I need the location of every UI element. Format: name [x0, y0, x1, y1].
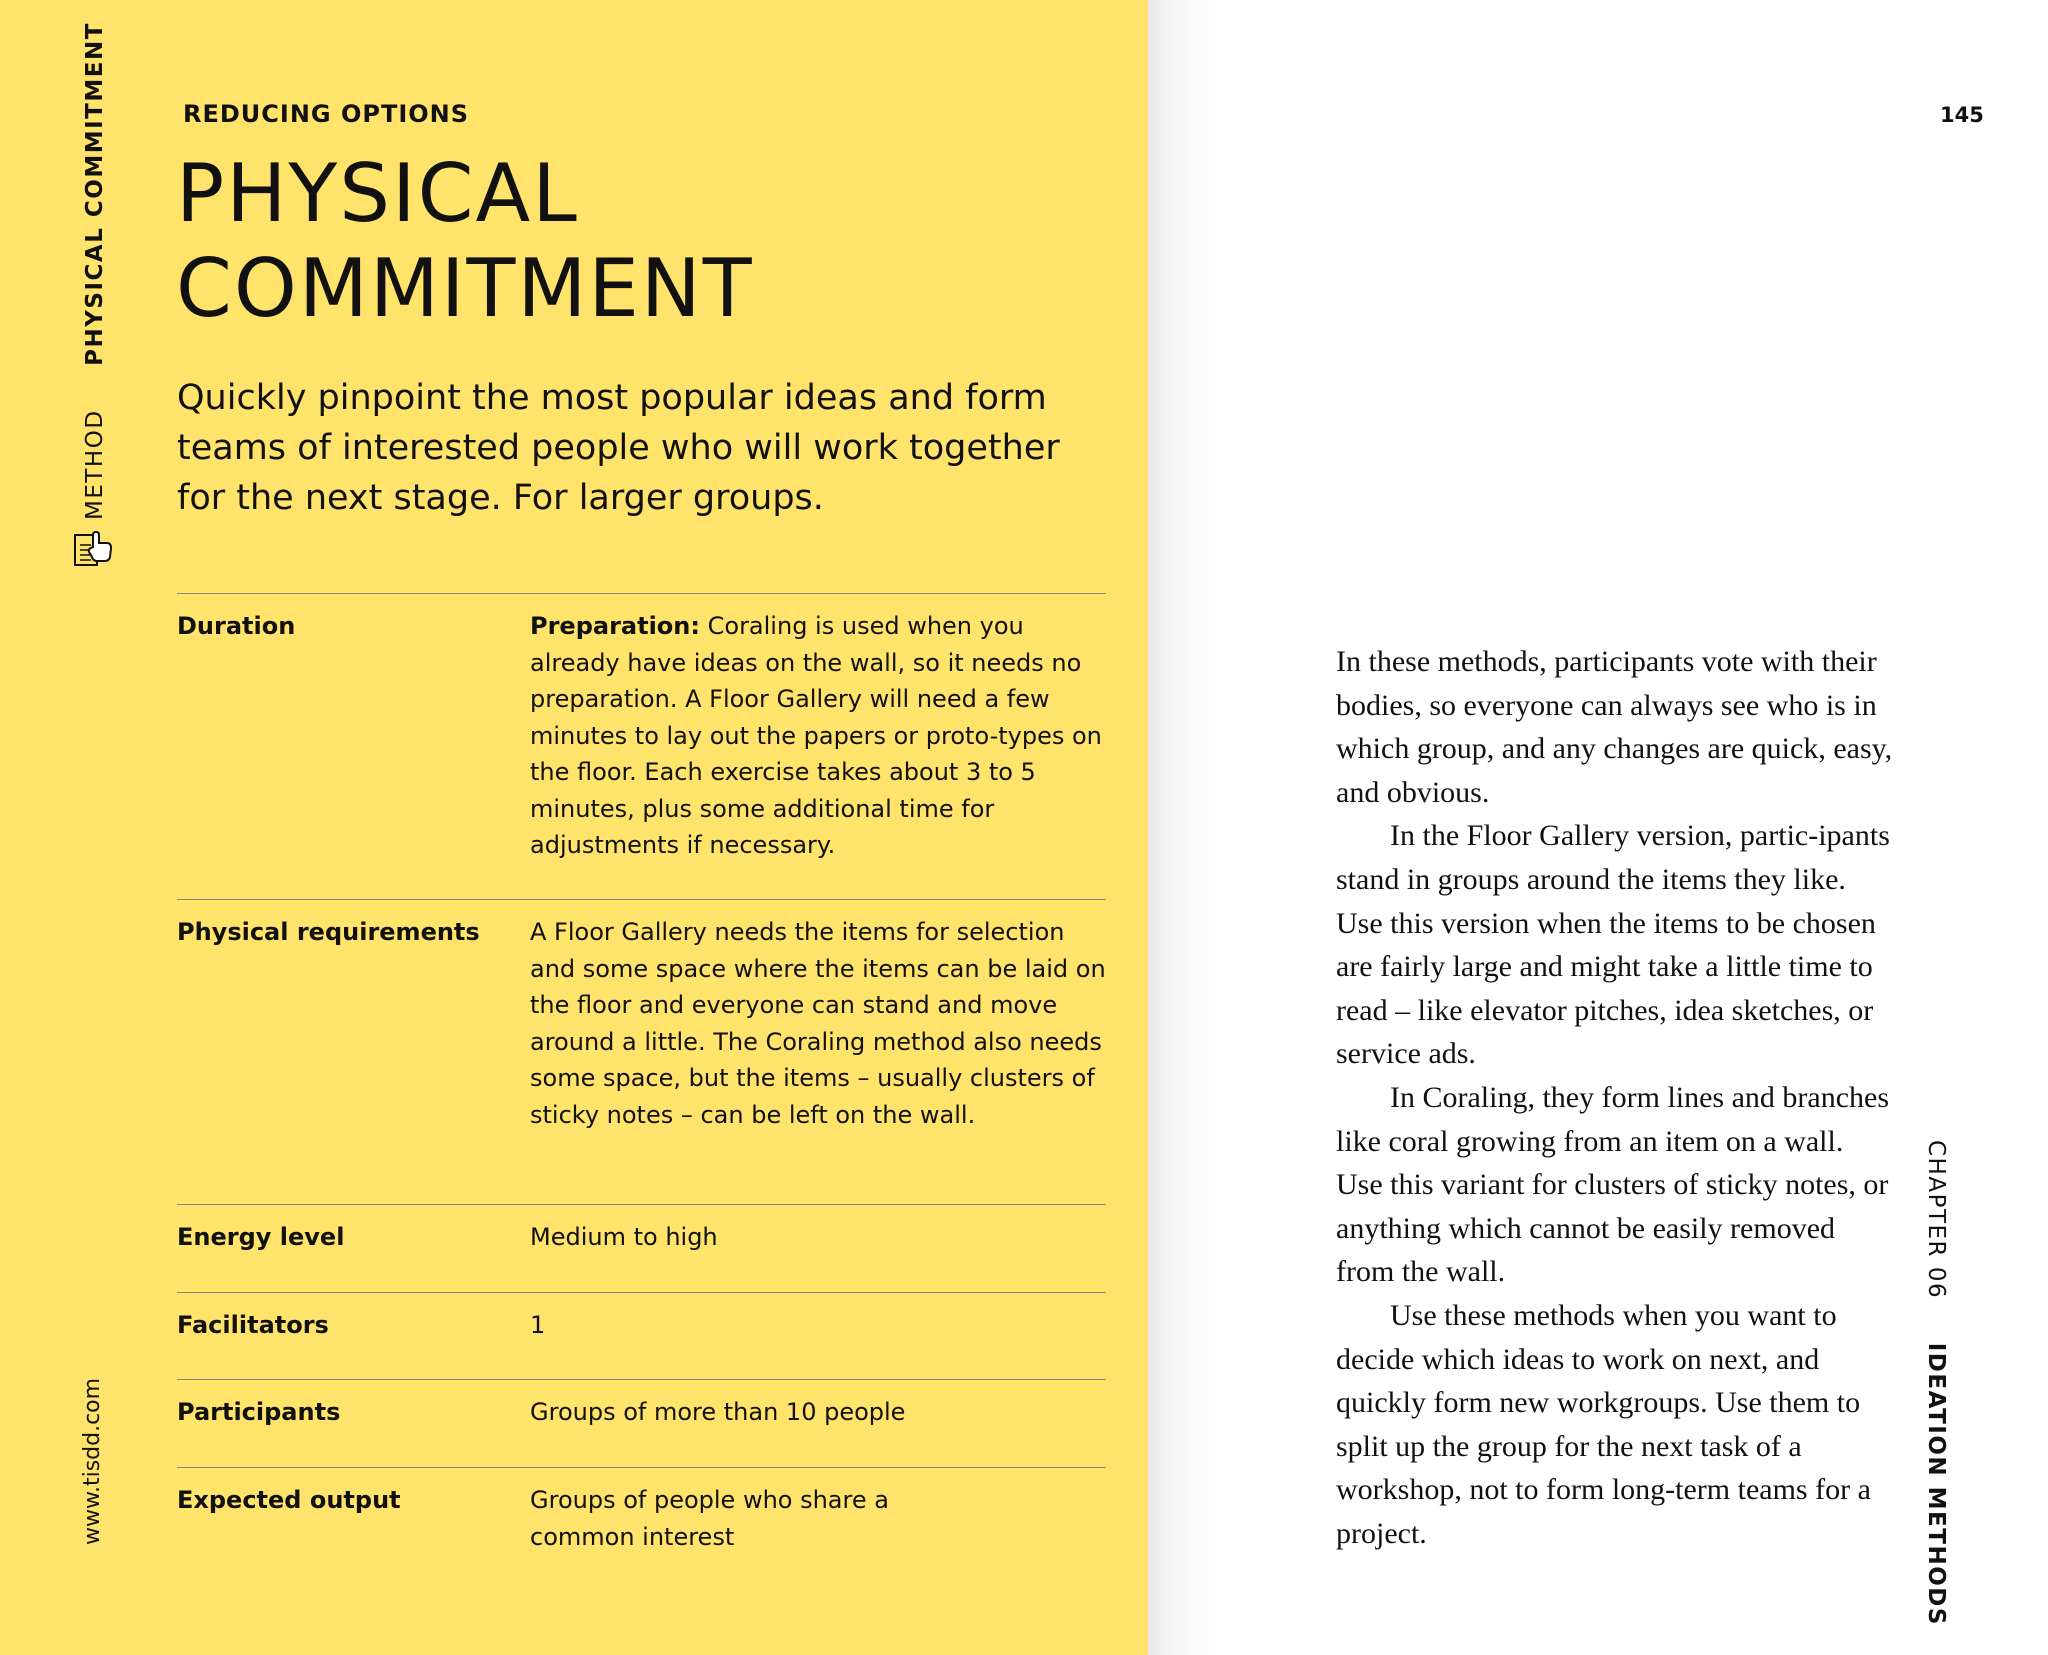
method-label: METHOD	[82, 409, 108, 520]
row-label: Physical requirements	[177, 918, 480, 946]
page-number: 145	[1940, 103, 1984, 127]
title-line-2: COMMITMENT	[176, 242, 754, 335]
row-value-lead: Preparation:	[530, 612, 700, 640]
website-url: www.tisdd.com	[80, 1377, 105, 1545]
row-value: Medium to high	[530, 1223, 718, 1251]
body-paragraph: In Coraling, they form lines and branches like coral growing from an item on a wall. Use this variant for clusters of sticky notes, or anything which cannot be easily removed from the wall.	[1336, 1080, 1890, 1289]
chapter-label: CHAPTER 06	[1923, 1140, 1949, 1300]
method-details-table	[177, 593, 1106, 1567]
section-label: REDUCING OPTIONS	[183, 100, 470, 128]
row-value-text: Coraling is used when you already have ideas on the wall, so it needs no preparation. A Floor Gallery will need a few minutes to lay out the papers or proto-types on the floor. Each exercise takes about 3 to 5 minutes, plus some additional time for adjustments if necessary.	[530, 612, 1102, 859]
method-name-label: PHYSICAL COMMITMENT	[82, 22, 108, 366]
body-text	[1336, 640, 1896, 1555]
row-label: Duration	[177, 612, 296, 640]
table-row-expected-output	[177, 1467, 1106, 1567]
table-row-duration	[177, 593, 1106, 899]
body-paragraph: In the Floor Gallery version, partic-ipants stand in groups around the items they like. Use this version when the items to be chosen are fairly large and might take a little time to read – like elevator pitches, idea sketches, or service ads.	[1336, 819, 1890, 1071]
title-line-1: PHYSICAL	[176, 147, 579, 240]
table-row-physical-requirements	[177, 899, 1106, 1204]
body-paragraph: In these methods, participants vote with their bodies, so everyone can always see who is in which group, and any changes are quick, easy, and obvious.	[1336, 645, 1893, 809]
side-chapter-label	[1923, 1140, 1949, 1626]
table-row-participants	[177, 1379, 1106, 1467]
row-label: Expected output	[177, 1486, 401, 1514]
row-value: 1	[530, 1311, 546, 1339]
table-row-facilitators	[177, 1292, 1106, 1379]
method-summary: Quickly pinpoint the most popular ideas and form teams of interested people who will work together for the next stage. For larger groups.	[177, 378, 1060, 518]
row-value: Groups of people who share a common interest	[530, 1486, 889, 1551]
chapter-name-label: IDEATION METHODS	[1923, 1342, 1949, 1626]
page-title	[176, 146, 754, 336]
row-value: Groups of more than 10 people	[530, 1398, 906, 1426]
body-paragraph: Use these methods when you want to decide which ideas to work on next, and quickly form new workgroups. Use them to split up the group for the next task of a workshop, not to form long-term teams for a project.	[1336, 1298, 1871, 1550]
table-row-energy-level	[177, 1204, 1106, 1292]
row-label: Energy level	[177, 1223, 345, 1251]
method-hand-icon	[73, 527, 115, 569]
row-value	[530, 608, 1110, 864]
row-label: Facilitators	[177, 1311, 329, 1339]
row-label: Participants	[177, 1398, 341, 1426]
row-value: A Floor Gallery needs the items for selection and some space where the items can be laid on the floor and everyone can stand and move around a little. The Coraling method also needs some space, but the items – usually clusters of sticky notes – can be left on the wall.	[530, 918, 1106, 1129]
side-method-label	[82, 22, 108, 520]
